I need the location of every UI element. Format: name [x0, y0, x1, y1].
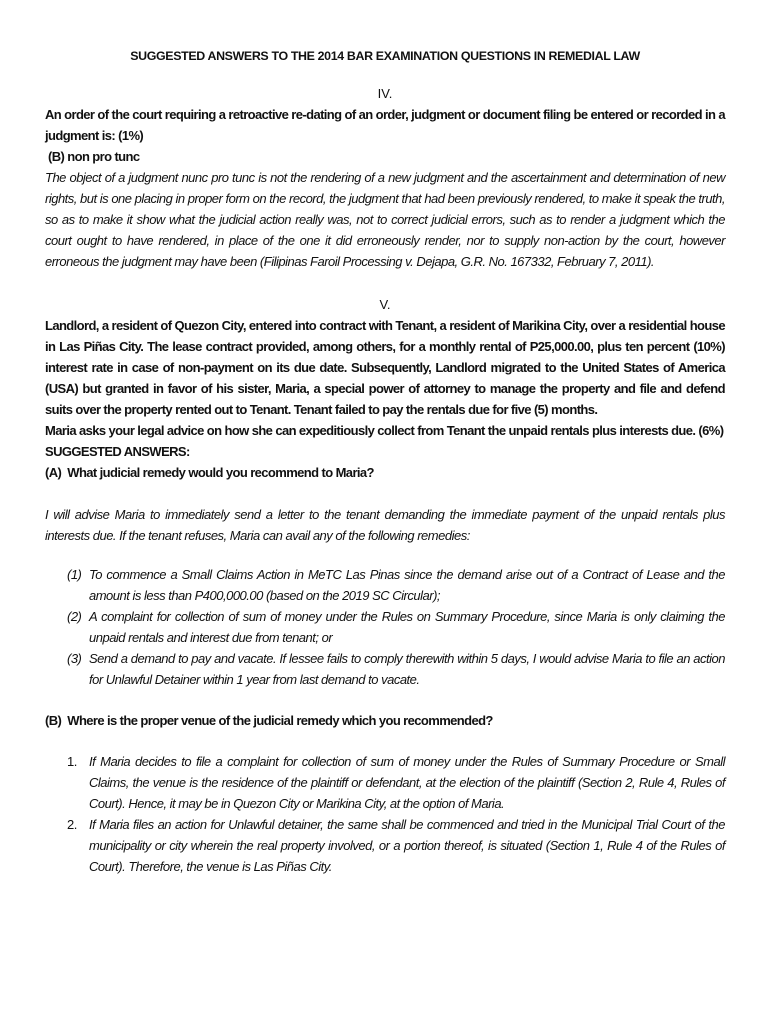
spacer — [45, 546, 725, 564]
part-b-venue-list — [67, 751, 725, 877]
list-item-number: (1) — [67, 567, 82, 582]
list-item-text: If Maria files an action for Unlawful detainer, the same shall be commenced and tried in the Municipal Trial Court of the municipality or city wherein the real property involved, or a portion thereof, is situated (Section 1, Rule 4 of the Rules of Court). Therefore, the venue is Las Piñas City. — [89, 817, 725, 874]
section-iv-question: An order of the court requiring a retroactive re-dating of an order, judgment or document filing be entered or recorded in a judgment is: (1%) — [45, 107, 725, 143]
part-a-remedies-list — [67, 564, 725, 690]
part-a-question: (A) What judicial remedy would you recommend to Maria? — [45, 465, 374, 480]
list-item — [67, 648, 725, 690]
list-item-text: To commence a Small Claims Action in MeTC Las Pinas since the demand arise out of a Contract of Lease and the amount is less than P400,000.00 (based on the 2019 SC Circular); — [89, 567, 725, 603]
list-item — [67, 564, 725, 606]
spacer — [45, 483, 725, 504]
section-iv-answer-choice: (B) non pro tunc — [45, 149, 140, 164]
part-b-question: (B) Where is the proper venue of the judicial remedy which you recommended? — [45, 713, 493, 728]
list-item — [67, 751, 725, 814]
spacer — [45, 731, 725, 751]
list-item-text: If Maria decides to file a complaint for collection of sum of money under the Rules of Summary Procedure or Small Claims, the venue is the residence of the plaintiff or defendant, at the election of the plaintiff (Section 2, Rule 4, Rules of Court). Hence, it may be in Quezon City or Marikina City, at the option of Maria. — [89, 754, 725, 811]
list-item-number: 2. — [67, 817, 77, 832]
list-item-number: (2) — [67, 609, 82, 624]
list-item-number: 1. — [67, 754, 77, 769]
suggested-answers-label: SUGGESTED ANSWERS: — [45, 444, 190, 459]
list-item — [67, 814, 725, 877]
section-v-question: Maria asks your legal advice on how she can expeditiously collect from Tenant the unpaid rentals plus interests due. (6%) — [45, 423, 724, 438]
document-page — [45, 46, 725, 877]
document-title: SUGGESTED ANSWERS TO THE 2014 BAR EXAMINATION QUESTIONS IN REMEDIAL LAW — [130, 49, 640, 63]
list-item-number: (3) — [67, 651, 82, 666]
spacer — [45, 272, 725, 294]
section-v-numeral: V. — [379, 297, 391, 312]
section-iv-explanation: The object of a judgment nunc pro tunc is not the rendering of a new judgment and the ascertainment and determination of new rights, but is one placing in proper form on the record, the judgment that had been previously rendered, to make it speak the truth, so as to make it show what the judicial action really was, not to correct judicial errors, such as to render a judgment which the court ought to have rendered, in place of the one it did erroneously render, nor to supply non-action by the court, however erroneous the judgment may have been (Filipinas Faroil Processing v. Dejapa, G.R. No. 167332, February 7, 2011). — [45, 170, 725, 269]
spacer — [45, 690, 725, 710]
list-item — [67, 606, 725, 648]
spacer — [45, 66, 725, 83]
list-item-text: A complaint for collection of sum of money under the Rules on Summary Procedure, since Maria is only claiming the unpaid rentals and interest due from tenant; or — [89, 609, 725, 645]
section-v-facts: Landlord, a resident of Quezon City, entered into contract with Tenant, a resident of Marikina City, over a residential house in Las Piñas City. The lease contract provided, among others, for a monthly rental of P25,000.00, plus ten percent (10%) interest rate in case of non-payment on its due date. Subsequently, Landlord migrated to the United States of America (USA) but granted in favor of his sister, Maria, a special power of attorney to manage the property and file and defend suits over the property rented out to Tenant. Tenant failed to pay the rentals due for five (5) months. — [45, 318, 725, 417]
list-item-text: Send a demand to pay and vacate. If lessee fails to comply therewith within 5 days, I would advise Maria to file an action for Unlawful Detainer within 1 year from last demand to vacate. — [89, 651, 725, 687]
part-a-intro: I will advise Maria to immediately send a letter to the tenant demanding the immediate payment of the unpaid rentals plus interests due. If the tenant refuses, Maria can avail any of the following remedies: — [45, 507, 725, 543]
section-iv-numeral: IV. — [377, 86, 393, 101]
